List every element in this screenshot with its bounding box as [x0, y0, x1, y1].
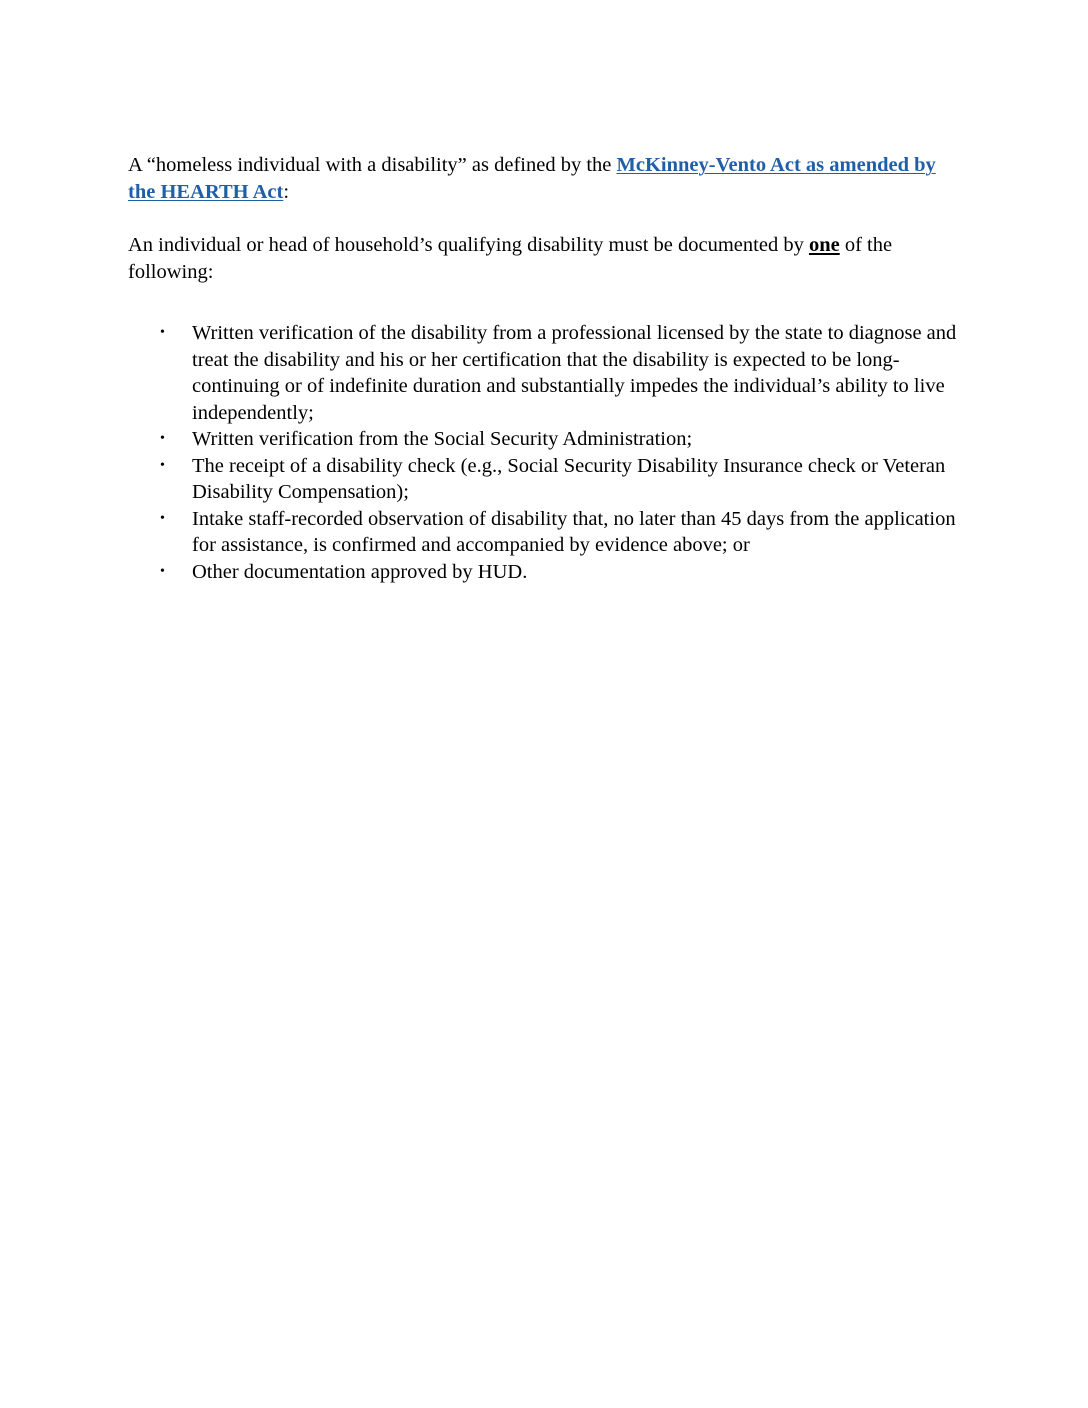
list-item-text: Intake staff-recorded observation of disability that, no later than 45 days from the application for assistance, is confirmed and accompanied by evidence above; or: [192, 507, 956, 556]
intro-paragraph: [128, 152, 958, 205]
requirement-paragraph: [128, 232, 958, 285]
list-item-text: Other documentation approved by HUD.: [192, 560, 528, 583]
list-item: [128, 506, 960, 559]
bullet-icon: •: [160, 431, 165, 446]
documentation-list: [128, 320, 958, 585]
intro-suffix: :: [283, 180, 290, 203]
list-item-text: Written verification from the Social Security Administration;: [192, 428, 693, 450]
list-item-text: Written verification of the disability from a professional licensed by the state to diagnose and treat the disability and his or her certification that the disability is expected to be long-continuing or of indefinite duration and substantially impedes the individual’s ability to live independently;: [192, 322, 957, 424]
requirement-prefix: An individual or head of household’s qualifying disability must be documented by: [128, 234, 809, 256]
bullet-icon: •: [160, 510, 165, 526]
requirement-emphasis: one: [808, 234, 840, 256]
requirement-suffix: of the following:: [128, 234, 893, 283]
document-body: [128, 152, 958, 585]
mckinney-vento-link[interactable]: McKinney-Vento Act as amended by the HEARTH Act: [128, 154, 936, 203]
bullet-icon: •: [160, 563, 165, 579]
intro-prefix: A “homeless individual with a disability” as defined by the: [128, 154, 617, 176]
list-item: [128, 426, 960, 453]
list-item: [128, 453, 960, 506]
list-item-text: The receipt of a disability check (e.g., Social Security Disability Insurance check or Veteran Disability Compensation);: [192, 454, 946, 503]
bullet-icon: •: [160, 457, 165, 473]
list-item: [128, 320, 960, 426]
bullet-icon: •: [160, 325, 165, 340]
list-item: [128, 559, 960, 586]
